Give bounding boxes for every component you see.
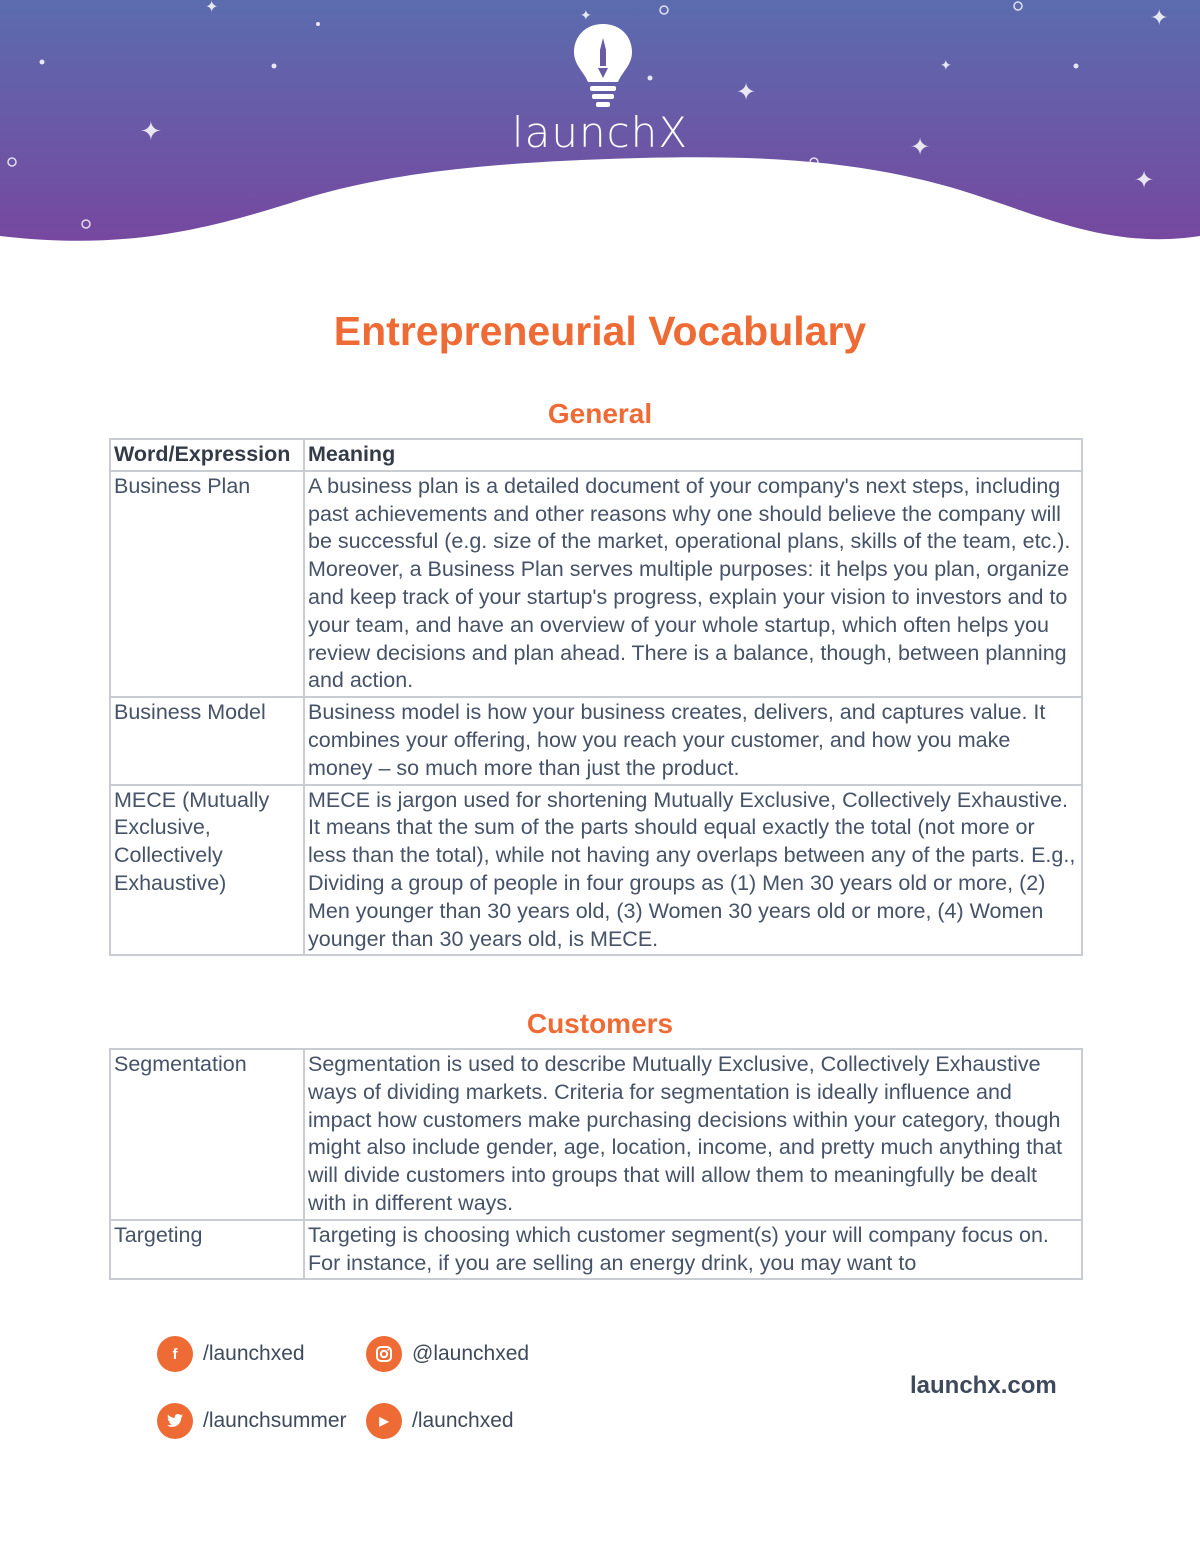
term-cell: Business Plan [110, 471, 304, 697]
svg-text:✦: ✦ [910, 133, 931, 161]
table-row [110, 1049, 1082, 1220]
header-banner [0, 0, 1200, 260]
term-cell: Targeting [110, 1220, 304, 1280]
instagram-handle: @launchxed [412, 1342, 530, 1365]
page-title: Entrepreneurial Vocabulary [333, 308, 867, 354]
youtube-link[interactable] [366, 1403, 514, 1439]
definition-cell: MECE is jargon used for shortening Mutually Exclusive, Collectively Exhaustive. It means that the sum of the parts should equal exactly the total (not more or less than the total), while not having any overlaps between any of the parts. E.g., Dividing a group of people in four groups as (1) Men 30 years old or more, (2) Men younger than 30 years old, (3) Women 30 years old or more, (4) Women younger than 30 years old, is MECE. [304, 785, 1082, 956]
svg-text:✦: ✦ [736, 78, 757, 106]
customers-vocabulary-table [109, 1048, 1083, 1280]
table-header-row [110, 439, 1082, 471]
twitter-handle: /launchsummer [203, 1409, 347, 1432]
youtube-handle: /launchxed [412, 1409, 514, 1432]
brand-wordmark: launchX [511, 108, 689, 157]
table-row [110, 697, 1082, 784]
lightbulb-logo-icon [568, 20, 638, 110]
instagram-link[interactable] [366, 1336, 529, 1372]
term-cell: Business Model [110, 697, 304, 784]
definition-cell: Business model is how your business creates, delivers, and captures value. It combines your offering, how you reach your customer, and how you make money – so much more than just the product. [304, 697, 1082, 784]
general-vocabulary-table [109, 438, 1083, 956]
svg-text:✦: ✦ [205, 0, 219, 16]
term-cell: MECE (Mutually Exclusive, Collectively Exhaustive) [110, 785, 304, 956]
twitter-icon [157, 1403, 193, 1439]
website-link[interactable]: launchx.com [910, 1372, 1057, 1399]
column-header-word: Word/Expression [110, 439, 304, 471]
section-title-general: General [547, 398, 653, 429]
youtube-icon: ▶ [366, 1403, 402, 1439]
instagram-icon [366, 1336, 402, 1372]
table-row [110, 1220, 1082, 1280]
svg-text:✦: ✦ [1134, 166, 1155, 194]
column-header-meaning: Meaning [304, 439, 1082, 471]
svg-text:✦: ✦ [140, 117, 162, 147]
term-cell: Segmentation [110, 1049, 304, 1220]
table-row [110, 471, 1082, 697]
table-row [110, 785, 1082, 956]
definition-cell: Segmentation is used to describe Mutually Exclusive, Collectively Exhaustive ways of dividing markets. Criteria for segmentation is ideally influence and impact how customers make purchasing decisions within your category, though might also include gender, age, location, income, and pretty much anything that will divide customers into groups that will allow them to meaningfully be dealt with in different ways. [304, 1049, 1082, 1220]
facebook-handle: /launchxed [203, 1342, 305, 1365]
facebook-icon: f [157, 1336, 193, 1372]
svg-text:✦: ✦ [580, 8, 592, 24]
definition-cell: Targeting is choosing which customer segment(s) your will company focus on. For instance, if you are selling an energy drink, you may want to [304, 1220, 1082, 1280]
svg-text:✦: ✦ [940, 58, 952, 74]
facebook-link[interactable] [157, 1336, 305, 1372]
twitter-link[interactable] [157, 1403, 347, 1439]
svg-text:✦: ✦ [1150, 6, 1169, 31]
definition-cell: A business plan is a detailed document of your company's next steps, including past achievements and other reasons why one should believe the company will be successful (e.g. size of the market, operational plans, skills of the team, etc.). Moreover, a Business Plan serves multiple purposes: it helps you plan, organize and keep track of your startup's progress, explain your vision to investors and to your team, and have an overview of your whole startup, which often helps you review decisions and plan ahead. There is a balance, though, between planning and action. [304, 471, 1082, 697]
section-title-customers: Customers [526, 1008, 674, 1039]
